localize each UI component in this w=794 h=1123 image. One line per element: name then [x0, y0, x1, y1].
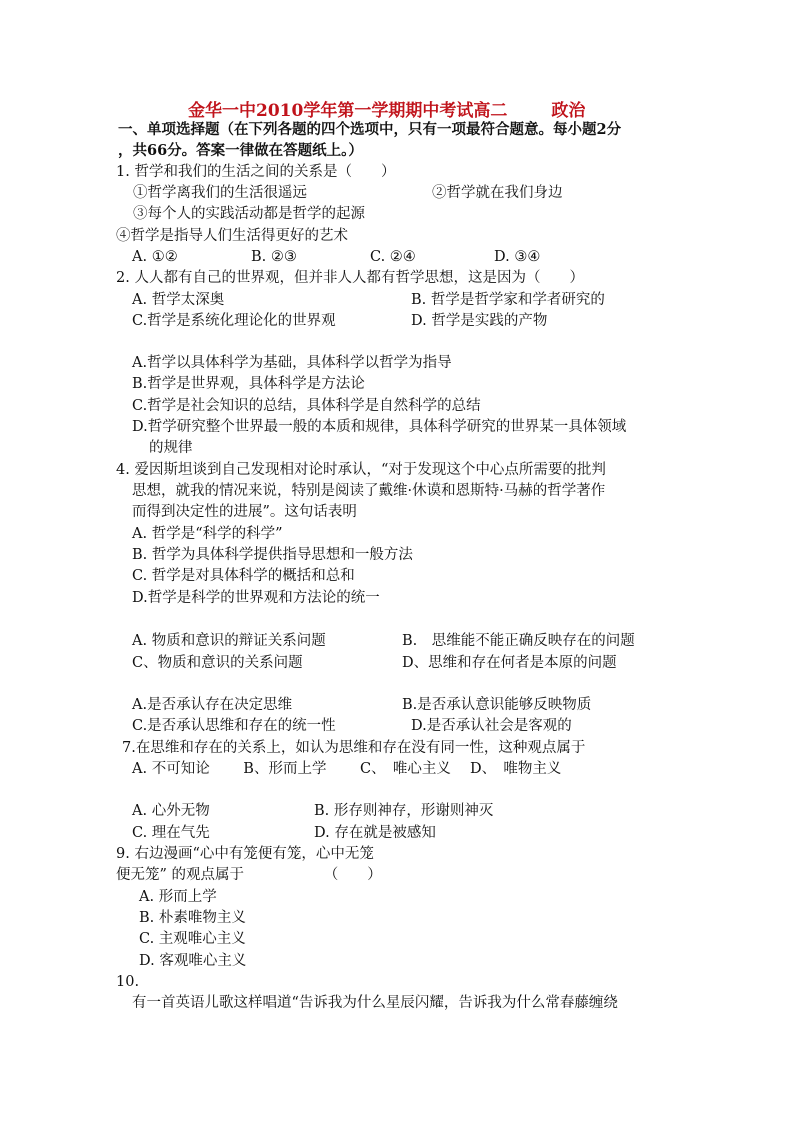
q1-statement-2: ②哲学就在我们身边	[432, 185, 563, 201]
q3-option-b: B.哲学是世界观，具体科学是方法论	[132, 376, 365, 392]
q6-option-c: C.是否承认思维和存在的统一性	[132, 718, 336, 734]
q5-option-c: C、物质和意识的关系问题	[132, 655, 303, 671]
q9-stem-1: 9. 右边漫画“心中有笼便有笼，心中无笼	[116, 846, 374, 862]
exam-subject: 政治	[551, 101, 586, 121]
q2-option-d: D. 哲学是实践的产物	[411, 313, 548, 329]
q6-option-b: B.是否承认意识能够反映物质	[402, 697, 592, 713]
q5-option-a: A. 物质和意识的辩证关系问题	[132, 633, 326, 649]
q4-option-c: C. 哲学是对具体科学的概括和总和	[132, 568, 355, 584]
q1-option-c: C. ②④	[370, 249, 416, 265]
q9-stem-2: 便无笼” 的观点属于 （ ）	[116, 867, 382, 883]
q3-option-d: D.哲学研究整个世界最一般的本质和规律，具体科学研究的世界某一具体领域	[132, 419, 627, 435]
q10-number: 10.	[116, 974, 140, 990]
q9-option-a: A. 形而上学	[139, 889, 217, 905]
q4-option-a: A. 哲学是“科学的科学”	[132, 526, 283, 542]
q3-option-c: C.哲学是社会知识的总结，具体科学是自然科学的总结	[132, 398, 481, 414]
q4-option-b: B. 哲学为具体科学提供指导思想和一般方法	[132, 547, 413, 563]
section-heading: 一、单项选择题（在下列各题的四个选项中，只有一项最符合题意。每小题2分	[118, 121, 622, 138]
q4-stem-2: 思想，就我的情况来说，特别是阅读了戴维·休谟和恩斯特·马赫的哲学著作	[132, 483, 606, 499]
q7-options: A. 不可知论 B、形而上学 C、 唯心主义 D、 唯物主义	[132, 761, 562, 777]
q7-stem: 7.在思维和存在的关系上，如认为思维和存在没有同一性，这种观点属于	[122, 740, 586, 756]
exam-title	[188, 96, 585, 121]
q3-option-d-cont: 的规律	[149, 440, 193, 456]
exam-title-main: 金华一中2010学年第一学期期中考试高二	[188, 101, 508, 121]
q6-option-a: A.是否承认存在决定思维	[132, 697, 293, 713]
q9-option-c: C. 主观唯心主义	[139, 931, 246, 947]
q8-option-a: A. 心外无物	[132, 803, 210, 819]
q2-option-b: B. 哲学是哲学家和学者研究的	[411, 292, 605, 308]
q1-statement-3: ③每个人的实践活动都是哲学的起源	[133, 206, 365, 222]
q2-option-c: C.哲学是系统化理论化的世界观	[132, 313, 336, 329]
q4-stem-3: 而得到决定性的进展”。这句话表明	[132, 504, 357, 520]
q8-option-b: B. 形存则神存，形谢则神灭	[314, 803, 494, 819]
q1-option-b: B. ②③	[251, 249, 297, 265]
q1-stem: 1. 哲学和我们的生活之间的关系是（ ）	[116, 164, 396, 180]
q4-stem-1: 4. 爱因斯坦谈到自己发现相对论时承认，“对于发现这个中心点所需要的批判	[116, 462, 606, 478]
section-heading-cont: ，共66分。答案一律做在答题纸上。）	[118, 142, 363, 159]
q4-option-d: D.哲学是科学的世界观和方法论的统一	[132, 590, 380, 606]
q10-text: 有一首英语儿歌这样唱道“告诉我为什么星辰闪耀，告诉我为什么常春藤缠绕	[132, 995, 618, 1011]
q6-option-d: D.是否承认社会是客观的	[411, 718, 572, 734]
q2-stem: 2. 人人都有自己的世界观，但并非人人都有哲学思想，这是因为（ ）	[116, 270, 584, 286]
q5-option-b: B. 思维能不能正确反映存在的问题	[402, 633, 635, 649]
q9-option-d: D. 客观唯心主义	[139, 953, 247, 969]
q9-option-b: B. 朴素唯物主义	[139, 910, 246, 926]
q1-option-d: D. ③④	[494, 249, 541, 265]
q3-option-a: A.哲学以具体科学为基础，具体科学以哲学为指导	[132, 355, 452, 371]
q2-option-a: A. 哲学太深奥	[132, 292, 225, 308]
q1-statement-1: ①哲学离我们的生活很遥远	[133, 185, 307, 201]
q8-option-c: C. 理在气先	[132, 825, 210, 841]
q1-statement-4: ④哲学是指导人们生活得更好的艺术	[116, 228, 348, 244]
q1-option-a: A. ①②	[132, 249, 178, 265]
q8-option-d: D. 存在就是被感知	[314, 825, 436, 841]
q5-option-d: D、思维和存在何者是本原的问题	[402, 655, 617, 671]
